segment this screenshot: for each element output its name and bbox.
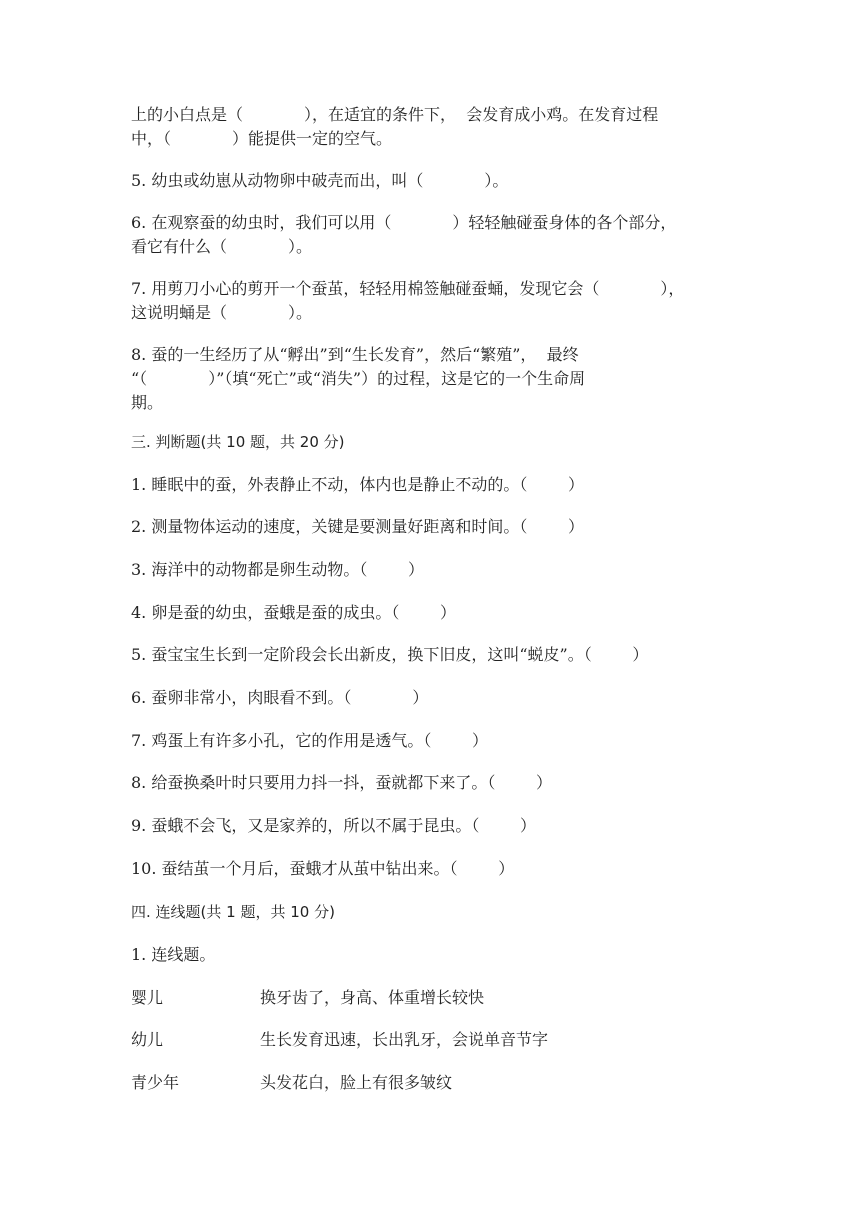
judgment-item-5: 5. 蚕宝宝生长到一定阶段会长出新皮，换下旧皮，这叫“蜕皮”。（ ） <box>131 645 649 664</box>
q6-text-line-1: 6. 在观察蚕的幼虫时，我们可以用（ ）轻轻触碰蚕身体的各个部分， <box>131 213 677 232</box>
section-heading-matching: 四. 连线题(共 1 题，共 10 分) <box>131 903 335 921</box>
judgment-item-7: 7. 鸡蛋上有许多小孔，它的作用是透气。（ ） <box>131 731 489 750</box>
matching-right-item-3: 头发花白，脸上有很多皱纹 <box>260 1073 453 1092</box>
judgment-item-3: 3. 海洋中的动物都是卵生动物。（ ） <box>131 560 425 579</box>
matching-left-item-1: 婴儿 <box>131 988 164 1007</box>
q7-text-line-2: 这说明蛹是（ ）。 <box>131 303 313 322</box>
q7-text-line-1: 7. 用剪刀小心的剪开一个蚕茧，轻轻用棉签触碰蚕蛹，发现它会（ ）， <box>131 279 685 298</box>
judgment-item-8: 8. 给蚕换桑叶时只要用力抖一抖，蚕就都下来了。（ ） <box>131 773 553 792</box>
judgment-item-9: 9. 蚕蛾不会飞，又是家养的，所以不属于昆虫。（ ） <box>131 816 537 835</box>
section-heading-judgment: 三. 判断题(共 10 题，共 20 分) <box>131 433 345 451</box>
q8-text-line-3: 期。 <box>131 393 164 412</box>
judgment-item-1: 1. 睡眠中的蚕，外表静止不动，体内也是静止不动的。（ ） <box>131 475 585 494</box>
matching-right-item-2: 生长发育迅速，长出乳牙，会说单音节字 <box>260 1030 549 1049</box>
matching-left-item-2: 幼儿 <box>131 1030 164 1049</box>
q4-text-line-1: 上的小白点是（ ），在适宜的条件下， 会发育成小鸡。在发育过程 <box>131 105 659 124</box>
judgment-item-4: 4. 卵是蚕的幼虫，蚕蛾是蚕的成虫。（ ） <box>131 603 457 622</box>
q8-text-line-1: 8. 蚕的一生经历了从“孵出”到“生长发育”，然后“繁殖”， 最终 <box>131 345 579 364</box>
judgment-item-10: 10. 蚕结茧一个月后，蚕蛾才从茧中钻出来。（ ） <box>131 859 515 878</box>
q4-text-line-2: 中，（ ）能提供一定的空气。 <box>131 129 393 148</box>
matching-question: 1. 连线题。 <box>131 945 216 964</box>
judgment-item-6: 6. 蚕卵非常小，肉眼看不到。（ ） <box>131 688 429 707</box>
judgment-item-2: 2. 测量物体运动的速度，关键是要测量好距离和时间。（ ） <box>131 517 585 536</box>
q8-text-line-2: “（ ）”（填“死亡”或“消失”）的过程，这是它的一个生命周 <box>131 369 586 388</box>
matching-left-item-3: 青少年 <box>131 1073 180 1092</box>
matching-right-item-1: 换牙齿了，身高、体重增长较快 <box>260 988 485 1007</box>
q6-text-line-2: 看它有什么（ ）。 <box>131 237 313 256</box>
q5-text: 5. 幼虫或幼崽从动物卵中破壳而出，叫（ ）。 <box>131 171 509 190</box>
